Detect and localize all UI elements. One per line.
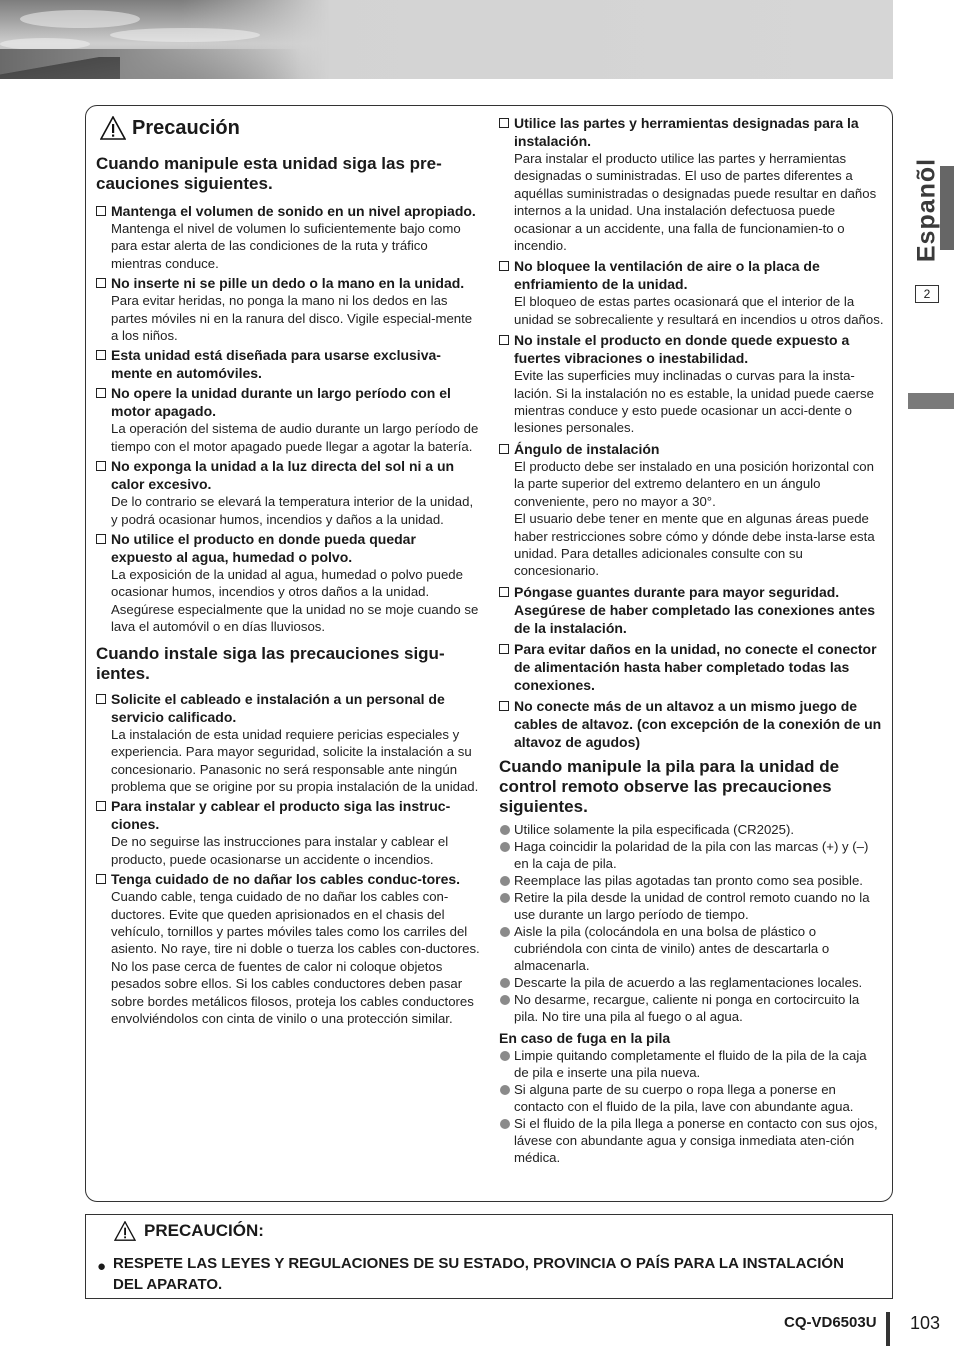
caution-item bbox=[499, 583, 884, 637]
caution-item-heading-text: No exponga la unidad a la luz directa del sol ni a un calor excesivo. bbox=[111, 458, 455, 493]
bullet-item bbox=[499, 974, 884, 991]
caution-item-heading-text: Para evitar daños en la unidad, no conecte el conector de alimentación hasta haber completado todas las conexiones. bbox=[514, 640, 877, 693]
caution-item-body: El bloqueo de estas partes ocasionará que el interior de la unidad se sobrecaliente y resultará en incendios u otros daños. bbox=[514, 294, 884, 327]
bullet-item-text: Si el fluido de la pila llega a ponerse en contacto con sus ojos, lávese con abundante agua y consiga inmediata aten-ción médica. bbox=[514, 1115, 878, 1165]
right-column bbox=[499, 114, 884, 1166]
footer-divider bbox=[886, 1312, 890, 1346]
caution-item-heading bbox=[96, 690, 481, 726]
bullet-item bbox=[499, 838, 884, 872]
caution-item-heading-text: Póngase guantes durante para mayor seguridad. Asegúrese de haber completado las conexiones antes de la instalación. bbox=[514, 583, 876, 636]
caution-item-heading-text: Esta unidad está diseñada para usarse exclusiva-mente en automóviles. bbox=[111, 347, 441, 382]
caution-item-heading-text: No bloquee la ventilación de aire o la placa de enfriamiento de la unidad. bbox=[514, 258, 820, 293]
caution-item-heading-text: Solicite el cableado e instalación a un personal de servicio calificado. bbox=[111, 690, 445, 725]
checkbox-square-icon bbox=[96, 206, 106, 216]
caution-item bbox=[499, 697, 884, 751]
checkbox-square-icon bbox=[96, 278, 106, 288]
caution-item-heading-text: No conecte más de un altavoz a un mismo juego de cables de altavoz. (con excepción de la conexión de un altavoz de agudos) bbox=[514, 697, 882, 750]
caution-item-heading bbox=[96, 346, 481, 382]
bullet-dot-icon bbox=[500, 842, 510, 852]
caution-item bbox=[96, 274, 481, 344]
left-column bbox=[96, 116, 481, 1029]
page-number: 103 bbox=[910, 1313, 941, 1333]
bullet-dot-icon bbox=[500, 893, 510, 903]
caution-title-row bbox=[100, 116, 481, 140]
bullet-dot-icon bbox=[500, 1051, 510, 1061]
caution-box bbox=[85, 105, 893, 1202]
bullet-dot-icon bbox=[500, 876, 510, 886]
caution-item bbox=[499, 114, 884, 254]
caution-item bbox=[499, 331, 884, 437]
bullet-item-text: No desarme, recargue, caliente ni ponga en cortocircuito la pila. No tire una pila al fuego o al agua. bbox=[514, 991, 860, 1024]
caution-item-heading bbox=[96, 202, 481, 220]
warning-triangle-icon bbox=[114, 1221, 136, 1241]
bullet-item bbox=[499, 872, 884, 889]
caution-item-heading-text: Tenga cuidado de no dañar los cables conduc-tores. bbox=[111, 871, 461, 888]
caution-item-body: Para evitar heridas, no ponga la mano ni los dedos en las partes móviles ni en la ranura del disco. Vigile especial-mente a los niños. bbox=[111, 293, 473, 344]
caution-item-heading bbox=[499, 114, 884, 150]
caution-item-heading-text: Ángulo de instalación bbox=[514, 440, 660, 457]
caution-item bbox=[96, 530, 481, 636]
caution-item-body: Mantenga el nivel de volumen lo suficientemente bajo como para estar alerta de las condiciones de la ruta y tráfico mientras conduce. bbox=[111, 221, 461, 271]
bullet-dot-icon bbox=[500, 1085, 510, 1095]
caution-item-body: De no seguirse las instrucciones para instalar y cablear el producto, puede ocasionarse un accidente o incendios. bbox=[111, 834, 449, 867]
caution-item-heading bbox=[96, 384, 481, 420]
caution-item-heading bbox=[499, 331, 884, 367]
checkbox-square-icon bbox=[96, 350, 106, 360]
bullet-icon: ● bbox=[97, 1258, 107, 1275]
leak-heading: En caso de fuga en la pila bbox=[499, 1029, 671, 1046]
caution-item bbox=[96, 202, 481, 272]
bullet-dot-icon bbox=[500, 927, 510, 937]
bottom-caution-text bbox=[96, 1253, 876, 1295]
bullet-item bbox=[499, 923, 884, 974]
battery-bullets bbox=[499, 821, 884, 1025]
caution-item bbox=[96, 384, 481, 455]
language-label: Espanõl bbox=[912, 157, 941, 263]
bullet-item-text: Limpie quitando completamente el fluido de la pila de la caja de pila e inserte una pila nueva. bbox=[514, 1047, 867, 1080]
bullet-item-text: Utilice solamente la pila especificada (CR2025). bbox=[514, 821, 795, 837]
model-number: CQ-VD6503U bbox=[784, 1314, 877, 1331]
bullet-item-text: Aisle la pila (colocándola en una bolsa de plástico o cubriéndola con cinta de vinilo) antes de descartarla o almacenarla. bbox=[514, 923, 830, 973]
checkbox-square-icon bbox=[96, 388, 106, 398]
caution-item-heading-text: No opere la unidad durante un largo período con el motor apagado. bbox=[111, 385, 451, 420]
banner-road bbox=[0, 57, 120, 79]
caution-item-heading bbox=[499, 440, 884, 458]
install-items-continued bbox=[499, 114, 884, 751]
bottom-caution-title: PRECAUCIÓN: bbox=[144, 1221, 264, 1240]
bullet-item bbox=[499, 821, 884, 838]
caution-item-body: La instalación de esta unidad requiere pericias especiales y experiencia. Para mayor seguridad, solicite la instalación a su concesionario. Panasonic no será responsable ante ningún problema que se origine por su propia instalación de la unidad. bbox=[111, 726, 479, 794]
caution-item-heading bbox=[499, 697, 884, 751]
caution-item-body: Para instalar el producto utilice las partes y herramientas designadas o suministradas. El uso de partes diferentes a aquéllas suministradas o designadas puede resultar en daños internos a la unidad. Una instalación defectuosa puede ocasionar a un accidente, una falla de funcionamien-to o incendio. bbox=[514, 151, 877, 254]
warning-triangle-icon bbox=[100, 116, 126, 140]
caution-item bbox=[499, 257, 884, 328]
caution-item bbox=[96, 457, 481, 528]
bullet-item-text: Haga coincidir la polaridad de la pila con las marcas (+) y (–) en la caja de pila. bbox=[514, 838, 869, 871]
caution-item-heading bbox=[96, 797, 481, 833]
checkbox-square-icon bbox=[96, 874, 106, 884]
checkbox-square-icon bbox=[96, 801, 106, 811]
bottom-caution-text-content: RESPETE LAS LEYES Y REGULACIONES DE SU ESTADO, PROVINCIA O PAÍS PARA LA INSTALACIÓN DEL APARATO. bbox=[113, 1255, 844, 1293]
checkbox-square-icon bbox=[96, 534, 106, 544]
section-heading-handling: Cuando manipule esta unidad siga las pre-cauciones siguientes. bbox=[96, 154, 442, 193]
bullet-item-text: Reemplace las pilas agotadas tan pronto como sea posible. bbox=[514, 872, 863, 888]
handling-items bbox=[96, 202, 481, 636]
banner-cloud bbox=[110, 28, 260, 42]
bullet-item bbox=[499, 991, 884, 1025]
bullet-item-text: Si alguna parte de su cuerpo o ropa llega a ponerse en contacto con el fluido de la pila, lave con abundante agua. bbox=[514, 1081, 854, 1114]
section-heading-battery: Cuando manipule la pila para la unidad de control remoto observe las precauciones siguientes. bbox=[499, 756, 840, 816]
checkbox-square-icon bbox=[96, 694, 106, 704]
caution-item-heading bbox=[499, 640, 884, 694]
caution-item-body: La operación del sistema de audio durante un largo período de tiempo con el motor apagado puede llegar a agotar la batería. bbox=[111, 421, 479, 454]
checkbox-square-icon bbox=[499, 261, 509, 271]
caution-item-heading-text: No inserte ni se pille un dedo o la mano en la unidad. bbox=[111, 275, 465, 292]
caution-item bbox=[499, 440, 884, 580]
caution-item-heading-text: Para instalar y cablear el producto siga las instruc-ciones. bbox=[111, 798, 451, 833]
caution-item-heading bbox=[499, 583, 884, 637]
caution-item-heading-text: No utilice el producto en donde pueda quedar expuesto al agua, humedad o polvo. bbox=[111, 531, 416, 566]
caution-item bbox=[96, 797, 481, 868]
caution-item-body: La exposición de la unidad al agua, humedad o polvo puede ocasionar humos, incendios y otros daños a la unidad. Asegúrese especialmente que la unidad no se moje cuando se lava el automóvil o en días lluviosos. bbox=[111, 567, 479, 635]
header-banner-image bbox=[0, 0, 893, 79]
caution-item bbox=[499, 640, 884, 694]
bullet-item bbox=[499, 1115, 884, 1166]
checkbox-square-icon bbox=[499, 444, 509, 454]
language-tab-marker bbox=[940, 166, 954, 250]
language-tab bbox=[912, 157, 942, 263]
bullet-dot-icon bbox=[500, 995, 510, 1005]
chapter-number: 2 bbox=[915, 285, 939, 303]
checkbox-square-icon bbox=[499, 644, 509, 654]
side-strip bbox=[908, 393, 954, 409]
caution-item-heading-text: Mantenga el volumen de sonido en un nivel apropiado. bbox=[111, 203, 476, 219]
bullet-item bbox=[499, 1047, 884, 1081]
checkbox-square-icon bbox=[499, 335, 509, 345]
caution-item bbox=[96, 346, 481, 382]
bullet-item bbox=[499, 1081, 884, 1115]
caution-item-heading-text: Utilice las partes y herramientas designadas para la instalación. bbox=[514, 115, 859, 149]
caution-item-heading bbox=[96, 530, 481, 566]
caution-title: Precaución bbox=[132, 116, 240, 139]
caution-item-heading bbox=[96, 274, 481, 292]
bullet-item-text: Retire la pila desde la unidad de control remoto cuando no la use durante un largo período de tiempo. bbox=[514, 889, 870, 922]
caution-item bbox=[96, 870, 481, 1027]
bullet-item-text: Descarte la pila de acuerdo a las reglamentaciones locales. bbox=[514, 974, 863, 990]
caution-item-body: El producto debe ser instalado en una posición horizontal con la parte superior del extremo delantero en un ángulo conveniente, pero no mayor a 30°. bbox=[514, 458, 874, 509]
bottom-caution-title-row bbox=[114, 1221, 264, 1241]
caution-item bbox=[96, 690, 481, 796]
caution-item-heading bbox=[499, 257, 884, 293]
caution-item-heading bbox=[96, 457, 481, 493]
caution-item-heading-text: No instale el producto en donde quede expuesto a fuertes vibraciones o inestabilidad. bbox=[514, 332, 850, 367]
bullet-item bbox=[499, 889, 884, 923]
caution-item-body: Cuando cable, tenga cuidado de no dañar los cables con-ductores. Evite que queden aprisionados en el chasis del vehículo, tornillos y partes móviles tales como los carriles del asiento. No raye, tire ni doble o tuerza los cables con-ductores. No los pase cerca de fuentes de calor ni coloque objetos pesados sobre ellos. Si los cables conductores deben pasar sobre bordes metálicos filosos, proteja los cables conductores envolviéndolos con cinta de vinilo o una protección similar. bbox=[111, 889, 480, 1026]
caution-item-heading bbox=[96, 870, 481, 888]
bullet-dot-icon bbox=[500, 1119, 510, 1129]
bullet-dot-icon bbox=[500, 978, 510, 988]
checkbox-square-icon bbox=[499, 118, 509, 128]
section-heading-install: Cuando instale siga las precauciones sigu-ientes. bbox=[96, 643, 445, 683]
bullet-dot-icon bbox=[500, 825, 510, 835]
install-items bbox=[96, 690, 481, 1028]
checkbox-square-icon bbox=[96, 461, 106, 471]
banner-cloud bbox=[20, 10, 140, 28]
checkbox-square-icon bbox=[499, 587, 509, 597]
caution-item-body: De lo contrario se elevará la temperatura interior de la unidad, y podrá ocasionar humos, incendios y daños a la unidad. bbox=[111, 494, 474, 527]
leak-bullets bbox=[499, 1047, 884, 1166]
checkbox-square-icon bbox=[499, 701, 509, 711]
caution-item-body: Evite las superficies muy inclinadas o curvas para la insta-lación. Si la instalación no es estable, la unidad puede caerse mientras conduce y esto puede ocasionar un acci-dente o lesiones personales. bbox=[514, 368, 874, 436]
bottom-caution-box bbox=[85, 1214, 893, 1299]
caution-item-body: El usuario debe tener en mente que en algunas áreas puede haber restricciones sobre cómo y dónde debe insta-larse esta unidad. Para detalles adicionales consulte con su concesionario. bbox=[514, 511, 875, 579]
